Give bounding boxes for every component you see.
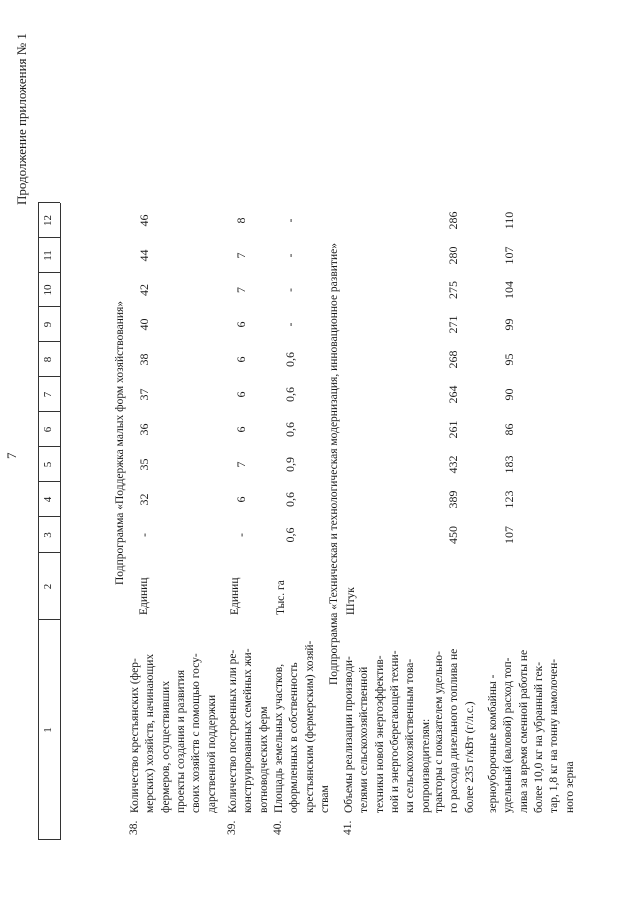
table-header-border xyxy=(60,203,61,840)
unit-of-measure: Тыс. га xyxy=(275,580,287,615)
table-cell-value: 286 xyxy=(446,211,460,230)
table-cell-value: 0,6 xyxy=(283,422,297,437)
table-cell-value: - xyxy=(137,533,151,537)
table-cell-value: 32 xyxy=(137,493,151,506)
table-cell-value: 44 xyxy=(137,249,151,262)
column-header: 6 xyxy=(42,426,54,433)
indicator-name-line: вотноводческих ферм xyxy=(257,706,270,813)
indicator-name-line: более 235 г/кВт (г/л.с.) xyxy=(463,701,476,813)
indicator-name-line: ствам xyxy=(318,785,331,813)
table-cell-value: 8 xyxy=(234,217,248,224)
indicator-name-line: более 10,0 кг на убранный гек- xyxy=(532,661,545,813)
page-number: 7 xyxy=(4,452,19,459)
table-cell-value: 7 xyxy=(234,287,248,293)
table-cell-value: 6 xyxy=(234,391,248,398)
table-cell-value: - xyxy=(283,288,297,292)
table-cell-value: 0,6 xyxy=(283,352,297,367)
column-header: 5 xyxy=(42,461,54,468)
column-header: 4 xyxy=(42,496,54,503)
column-header: 8 xyxy=(42,356,54,363)
table-cell-value: 35 xyxy=(137,458,151,471)
column-header: 2 xyxy=(42,583,54,590)
table-cell-value: 46 xyxy=(137,214,151,227)
column-header: 3 xyxy=(42,532,54,538)
table-cell-value: 6 xyxy=(234,321,248,328)
row-number: 40. xyxy=(272,820,284,835)
table-cell-value: - xyxy=(283,322,297,327)
table-cell-value: 271 xyxy=(446,315,460,334)
table-cell-value: 42 xyxy=(137,284,151,296)
table-cell-value: 450 xyxy=(446,526,460,544)
row-number: 39. xyxy=(226,820,238,835)
column-header: 10 xyxy=(42,284,54,296)
indicator-name-line: дарственной поддержки xyxy=(205,694,218,813)
indicator-name-line: тракторы с показателем удельно- xyxy=(433,650,445,813)
table-cell-value: 0,6 xyxy=(283,387,297,402)
table-cell-value: 95 xyxy=(502,353,516,366)
row-number: 38. xyxy=(128,820,140,835)
column-header: 7 xyxy=(42,391,54,398)
table-cell-value: 0,9 xyxy=(283,457,297,472)
table-cell-value: - xyxy=(283,218,297,223)
table-cell-value: 6 xyxy=(234,496,248,503)
table-cell-value: 107 xyxy=(502,246,516,265)
table-cell-value: 104 xyxy=(502,281,516,299)
indicator-name-line: лива за время сменной работы не xyxy=(517,649,530,813)
table-cell-value: 275 xyxy=(446,281,460,299)
indicator-name-line: тар, 1,8 кг на тонну намолочен- xyxy=(548,658,561,813)
indicator-name-line: конструированных семейных жи- xyxy=(242,648,255,813)
indicator-name-line: Количество крестьянских (фер- xyxy=(129,658,141,813)
table-cell-value: 99 xyxy=(502,318,516,331)
table-cell-value: 183 xyxy=(502,455,516,474)
indicator-name-line: телями сельскохозяйственной xyxy=(358,666,371,813)
indicator-name-line: Объемы реализации производи- xyxy=(343,656,355,813)
indicator-name-line: ки сельскохозяйственным това- xyxy=(404,658,417,813)
column-divider xyxy=(38,619,60,620)
indicator-name-line: ного зерна xyxy=(563,761,576,813)
indicator-name-line: удельный (валовой) расход топ- xyxy=(502,657,515,813)
unit-of-measure: Единиц xyxy=(229,577,241,615)
subprogram-title: Подпрограмма «Техническая и технологическая модернизация, инновационное развитие» xyxy=(328,243,340,685)
unit-of-measure: Единиц xyxy=(138,577,150,615)
table-cell-value: 110 xyxy=(502,211,516,230)
table-cell-value: 6 xyxy=(234,356,248,363)
table-cell-value: 37 xyxy=(137,388,151,401)
indicator-name-line: ной и энергосберегающей техни- xyxy=(388,650,401,813)
unit-of-measure: Штук xyxy=(345,587,357,615)
indicator-name-line: ропроизводителям: xyxy=(419,718,432,813)
indicator-name-line: крестьянским (фермерским) хозяй- xyxy=(303,640,316,813)
table-cell-value: 261 xyxy=(446,420,460,439)
table-cell-value: 38 xyxy=(137,353,151,366)
indicator-name-line: Площадь земельных участков, xyxy=(273,663,285,813)
table-cell-value: 432 xyxy=(446,455,460,474)
table-cell-value: 6 xyxy=(234,426,248,433)
indicator-name-line: мерских) хозяйств, начинающих xyxy=(144,653,157,813)
indicator-name-line: оформленных в собственность xyxy=(288,662,301,813)
column-header: 12 xyxy=(42,215,54,226)
table-cell-value: 40 xyxy=(137,318,151,331)
table-cell-value: 264 xyxy=(446,385,460,404)
table-cell-value: 36 xyxy=(137,423,151,436)
indicator-name-line: Количество построенных или ре- xyxy=(227,649,239,813)
column-divider xyxy=(38,839,60,840)
column-header: 1 xyxy=(42,727,54,733)
indicator-name-line: зерноуборочные комбайны - xyxy=(487,674,499,813)
continuation-note: Продолжение приложения № 1 xyxy=(14,33,29,205)
table-cell-value: 280 xyxy=(446,246,460,265)
table-cell-value: 389 xyxy=(446,490,460,509)
indicator-name-line: фермеров, осуществивших xyxy=(159,680,172,813)
indicator-name-line: своих хозяйств с помощью госу- xyxy=(190,653,203,813)
table-cell-value: 123 xyxy=(502,490,516,509)
table-cell-value: 268 xyxy=(446,350,460,369)
indicator-name-line: го расхода дизельного топлива не xyxy=(448,648,461,813)
column-header: 9 xyxy=(42,321,54,328)
subprogram-title: Подпрограмма «Поддержка малых форм хозяйствования» xyxy=(114,300,126,585)
column-header: 11 xyxy=(42,250,54,261)
table-cell-value: 107 xyxy=(502,526,516,544)
indicator-name-line: техники новой энергоэффектив- xyxy=(373,655,386,813)
table-cell-value: - xyxy=(234,533,248,537)
table-cell-value: 0,6 xyxy=(283,492,297,507)
indicator-name-line: проекты создания и развития xyxy=(174,669,187,813)
table-cell-value: 0,6 xyxy=(283,527,297,543)
table-cell-value: 86 xyxy=(502,423,516,436)
table-top-border xyxy=(38,203,39,840)
table-cell-value: - xyxy=(283,253,297,258)
table-cell-value: 90 xyxy=(502,388,516,401)
row-number: 41. xyxy=(342,820,354,835)
table-cell-value: 7 xyxy=(234,461,248,468)
table-cell-value: 7 xyxy=(234,252,248,259)
